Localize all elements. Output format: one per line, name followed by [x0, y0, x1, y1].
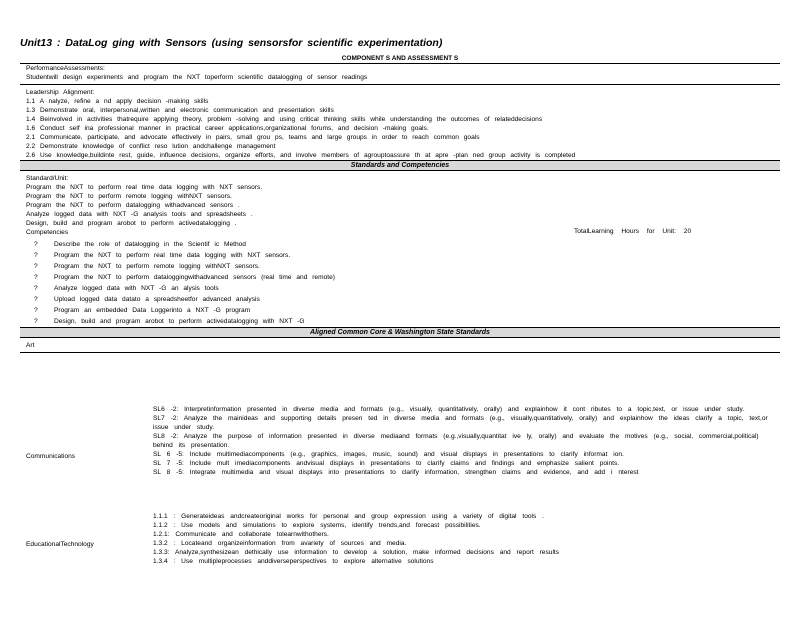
leadership-item: 1.4 Beinvolved in activities thatrequire applying theory, problem -solving and using critical thinking skills while understanding the outcomes of relateddecisions [26, 116, 543, 123]
performance-label: PerformanceAssessments: [26, 65, 105, 72]
standard-item: 1.1.1 : Generateideas andcreateoriginal works for personal and group expression using a variety of digital tools . [153, 513, 544, 520]
standards-band: Standards and Competencies [20, 160, 780, 171]
educational-technology-standards [153, 512, 775, 566]
aligned-standards-band: Aligned Common Core & Washington State Standards [20, 327, 780, 338]
competency-item: Program the NXT to perform remote logging withNXT sensors. [54, 263, 260, 270]
standard-item: SL6 -2: Interpretinformation presented in diverse media and formats (e.g., visually, quantitatively, orally) and explainhow it cont ributes to a topic,text, or issue under study. [153, 406, 745, 413]
competency-item: Describe the role of datalogging in the Scientif ic Method [54, 241, 246, 248]
standard-item: 1.3.3: Analyze,synthesizean dethically use information to develop a solution, make informed decisions and report results [153, 549, 560, 556]
bullet-icon: ? [34, 307, 38, 314]
competencies-label: Competencies [26, 229, 69, 236]
competency-item: Upload logged data datato a spreadsheetfor advanced analysis [54, 296, 260, 303]
competency-item: Analyze logged data with NXT -G an alysis tools [54, 285, 219, 292]
leadership-item: 2.6 Use knowledge,buildinte rest, guide, influence decisions, organize efforts, and involve members of agrouptoassure th at apre -plan ned group activity is completed [26, 152, 576, 159]
standard-item: SL 7 -5: Include mult imediacomponents andvisual displays in presentations to clarify claims and findings and emphasize salient points. [153, 460, 620, 467]
total-hours [574, 228, 691, 235]
bullet-icon: ? [34, 318, 38, 325]
unit-title: Unit13 : DataLog ging with Sensors (using sensorsfor scientific experimentation) [20, 37, 443, 49]
competency-item: Program an embedded Data Loggerinto a NXT -G program [54, 307, 251, 314]
standard-unit-item: Program the NXT to perform remote logging withNXT sensors. [26, 193, 232, 200]
communications-standards [153, 405, 775, 477]
competency-item: Design, build and program arobot to perform activedatalogging with NXT -G [54, 318, 305, 325]
standard-item: SL 6 -5: Include multimediacomponents (e.g., graphics, images, music, sound) and visual displays in presentations to clarify informat ion. [153, 451, 624, 458]
art-label: Art [26, 342, 35, 349]
components-header: COMPONENT S AND ASSESSMENT S [20, 54, 780, 64]
divider [20, 84, 780, 85]
standard-item: 1.2.1: Communicate and collaborate tolearnwithothers. [153, 531, 329, 538]
standard-unit-item: Design, build and program arobot to perform activedatalogging . [26, 220, 237, 227]
bullet-icon: ? [34, 241, 38, 248]
divider [20, 352, 780, 353]
standard-item: 1.1.2 : Use models and simulations to explore systems, identify trends,and forecast possibilities. [153, 522, 481, 529]
standard-item: SL8 -2: Analyze the purpose of information presented in diverse mediaand formats (e.g.,visually,quantitat ive ly, orally) and evaluate the motives (e.g., social, commercial,political) behind its presentation. [153, 433, 759, 449]
standard-item: 1.3.2 : Locateand organizeinformation from avariety of sources and media. [153, 540, 407, 547]
standard-item: 1.3.4 : Use multipleprocesses anddiverseperspectives to explore alternative solutions [153, 558, 434, 565]
educational-technology-label: EducationalTechnology [26, 541, 94, 548]
communications-label: Communications [26, 453, 76, 460]
leadership-item: 2.1 Communicate, participate, and advocate effectively in pairs, small grou ps, teams and large groups in order to reach common goals [26, 134, 480, 141]
standard-unit-item: Program the NXT to perform datalogging withadvanced sensors . [26, 202, 240, 209]
leadership-item: 1.1 A nalyze, refine a nd apply decision -making skills [26, 98, 209, 105]
standard-item: SL 8 -5: Integrate multimedia and visual displays into presentations to clarify information, strengthen claims and evidence, and add i nterest [153, 469, 639, 476]
leadership-item: 1.3 Demonstrate oral, interpersonal,written and electronic communication and presentation skills [26, 107, 334, 114]
total-hours-label: TotalLearning Hours for Unit: [574, 228, 676, 235]
standard-item: SL7 -2: Analyze the mainideas and supporting details presen ted in diverse media and formats (e.g., visually,quantitatively, orally) and explainhow the ideas clarify a topic, text,or issue under study. [153, 415, 768, 431]
leadership-label: Leadership Alignment: [26, 89, 95, 96]
leadership-item: 1.6 Conduct self ina professional manner in practical career applications,organizational forums, and decision -making goals. [26, 125, 429, 132]
standard-unit-item: Analyze logged data with NXT -G analysis tools and spreadsheets . [26, 211, 253, 218]
bullet-icon: ? [34, 274, 38, 281]
bullet-icon: ? [34, 285, 38, 292]
standard-unit-item: Program the NXT to perform real time data logging with NXT sensors. [26, 184, 263, 191]
total-hours-value: 20 [683, 228, 692, 235]
bullet-icon: ? [34, 252, 38, 259]
bullet-icon: ? [34, 296, 38, 303]
standard-unit-label: Standard/Unit: [26, 175, 69, 182]
performance-text: Studentwill design experiments and program the NXT toperform scientific datalogging of sensor readings [26, 74, 368, 81]
competency-item: Program the NXT to perform dataloggingwithadvanced sensors (real time and remote) [54, 274, 335, 281]
competency-item: Program the NXT to perform real time data logging with NXT sensors. [54, 252, 291, 259]
bullet-icon: ? [34, 263, 38, 270]
leadership-item: 2.2 Demonstrate knowledge of conflict reso lution andchallenge management [26, 143, 276, 150]
